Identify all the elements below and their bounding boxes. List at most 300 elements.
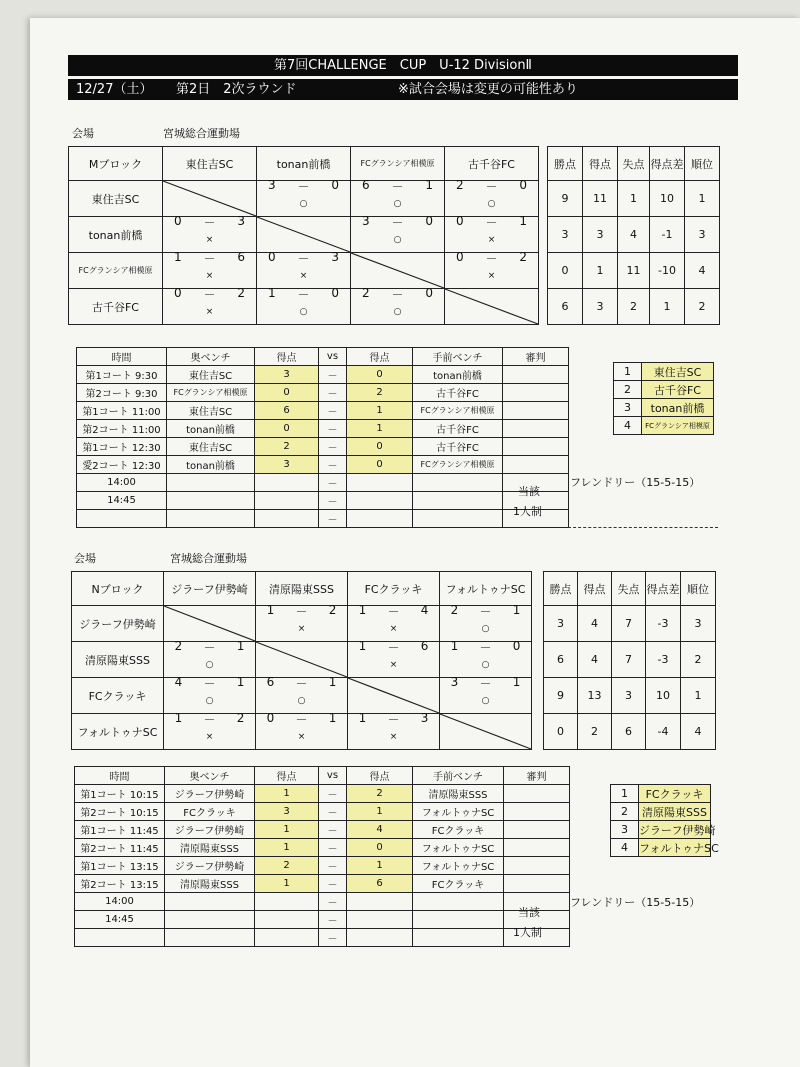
row-team: 清原陽東SSS	[72, 642, 164, 678]
back-score: 1	[255, 875, 319, 893]
diagonal-cell	[351, 253, 445, 289]
venue-name: 宮城総合運動場	[170, 552, 247, 565]
block-label: Mブロック	[69, 147, 163, 181]
spacer	[532, 714, 544, 750]
row-team: フォルトゥナSC	[72, 714, 164, 750]
stat-value: 3	[583, 289, 618, 325]
ranking-row	[611, 803, 711, 821]
score-sep: －	[391, 179, 404, 194]
schedule-row	[75, 785, 570, 803]
schedule-row	[75, 803, 570, 821]
back-bench-team	[167, 492, 255, 510]
score-sep: －	[203, 251, 216, 266]
front-score	[347, 911, 413, 929]
result-mark: ○	[487, 198, 496, 209]
score-against: 1	[328, 674, 337, 689]
stat-header: 失点	[612, 572, 646, 606]
score-sep: －	[391, 215, 404, 230]
result-mark: ×	[389, 659, 398, 670]
stat-value: 3	[583, 217, 618, 253]
schedule-row	[77, 438, 569, 456]
back-score: 1	[255, 785, 319, 803]
result-cell	[351, 213, 445, 253]
back-score	[255, 492, 319, 510]
schedule-header: 審判	[504, 767, 570, 785]
score-for: 1	[358, 638, 367, 653]
row-team: FCクラッキ	[72, 678, 164, 714]
score-sep: －	[479, 604, 492, 619]
back-score: 3	[255, 803, 319, 821]
vs-mark: －	[319, 911, 347, 929]
vs-mark: －	[319, 929, 347, 947]
score-for: 2	[450, 602, 459, 617]
back-bench-team	[165, 911, 255, 929]
col-team: ジラーフ伊勢崎	[164, 572, 256, 606]
stat-value: 6	[548, 289, 583, 325]
score-for: 0	[173, 213, 182, 228]
rank-team: FCグランシア相模原	[642, 417, 714, 435]
score-sep: －	[387, 640, 400, 655]
score-sep: －	[391, 287, 404, 302]
spacer	[532, 642, 544, 678]
score-sep: －	[203, 287, 216, 302]
referee	[504, 839, 570, 857]
round-label: 第2日 2次ラウンド	[176, 82, 297, 97]
referee	[504, 821, 570, 839]
result-mark: ○	[393, 306, 402, 317]
vs-mark: －	[319, 438, 347, 456]
stat-value: -4	[646, 714, 681, 750]
match-time: 第2コート 11:45	[75, 839, 165, 857]
schedule-row	[77, 384, 569, 402]
front-score: 0	[347, 438, 413, 456]
back-score: 0	[255, 384, 319, 402]
match-time: 14:45	[77, 492, 167, 510]
schedule-header: 手前ベンチ	[413, 767, 504, 785]
front-score: 4	[347, 821, 413, 839]
rank-number: 3	[611, 821, 639, 839]
rank-number: 1	[611, 785, 639, 803]
score-for: 0	[455, 249, 464, 264]
stat-value: 10	[646, 678, 681, 714]
result-mark: ○	[481, 623, 490, 634]
stat-value: 9	[544, 678, 578, 714]
stat-header: 順位	[681, 572, 716, 606]
result-cell	[440, 674, 532, 714]
front-score	[347, 474, 413, 492]
result-mark: ○	[205, 695, 214, 706]
schedule-row	[77, 492, 569, 510]
score-against: 0	[519, 177, 528, 192]
result-cell	[256, 674, 348, 714]
score-against: 1	[512, 602, 521, 617]
back-score	[255, 911, 319, 929]
score-for: 4	[174, 674, 183, 689]
score-for: 2	[174, 638, 183, 653]
score-against: 0	[512, 638, 521, 653]
result-cell	[256, 602, 348, 642]
front-bench-team: FCグランシア相模原	[413, 456, 503, 474]
score-sep: －	[295, 604, 308, 619]
back-score: 2	[255, 857, 319, 875]
score-against: 1	[512, 674, 521, 689]
schedule-table-m	[76, 347, 569, 528]
stat-value: -3	[646, 606, 681, 642]
row-team: 古千谷FC	[69, 289, 163, 325]
result-mark: ×	[297, 623, 306, 634]
schedule-header: vs	[319, 767, 347, 785]
note-line: 1人制	[513, 505, 542, 518]
stat-value: 2	[618, 289, 650, 325]
rank-team: FCクラッキ	[639, 785, 711, 803]
front-bench-team	[413, 474, 503, 492]
diagonal-cell	[348, 678, 440, 714]
front-score	[347, 929, 413, 947]
rank-team: 清原陽東SSS	[639, 803, 711, 821]
stat-value: 4	[578, 606, 612, 642]
stat-value: 3	[681, 606, 716, 642]
score-for: 1	[266, 602, 275, 617]
rank-team: tonan前橋	[642, 399, 714, 417]
referee	[504, 875, 570, 893]
stat-value: 1	[583, 253, 618, 289]
spacer	[532, 678, 544, 714]
back-score: 1	[255, 821, 319, 839]
front-bench-team	[413, 492, 503, 510]
result-cell	[163, 285, 257, 325]
diagonal-line	[257, 217, 350, 252]
score-for: 0	[266, 710, 275, 725]
stat-value: 4	[681, 714, 716, 750]
stat-value: 4	[578, 642, 612, 678]
score-against: 0	[331, 177, 340, 192]
date-bar	[68, 79, 738, 100]
diagonal-line	[445, 289, 538, 324]
front-score: 0	[347, 839, 413, 857]
referee	[504, 857, 570, 875]
league-row	[72, 606, 716, 642]
stat-value: 6	[544, 642, 578, 678]
score-for: 3	[267, 177, 276, 192]
score-for: 0	[267, 249, 276, 264]
result-mark: ×	[299, 270, 308, 281]
result-mark: ×	[205, 306, 214, 317]
schedule-header: vs	[319, 348, 347, 366]
match-time: 14:45	[75, 911, 165, 929]
referee	[503, 456, 569, 474]
score-sep: －	[297, 179, 310, 194]
diagonal-cell	[163, 181, 257, 217]
schedule-row	[77, 420, 569, 438]
back-bench-team: ジラーフ伊勢崎	[165, 785, 255, 803]
stat-value: 1	[685, 181, 720, 217]
back-score	[255, 929, 319, 947]
stat-value: 1	[618, 181, 650, 217]
result-cell	[351, 285, 445, 325]
front-score: 0	[347, 366, 413, 384]
score-sep: －	[295, 712, 308, 727]
referee	[503, 438, 569, 456]
back-score: 1	[255, 839, 319, 857]
row-team: 東住吉SC	[69, 181, 163, 217]
col-team: 清原陽東SSS	[256, 572, 348, 606]
stat-header: 勝点	[548, 147, 583, 181]
back-score: 6	[255, 402, 319, 420]
schedule-row	[77, 474, 569, 492]
league-table-m	[68, 146, 720, 325]
back-bench-team: 東住吉SC	[167, 438, 255, 456]
front-bench-team	[413, 510, 503, 528]
result-mark: ×	[205, 731, 214, 742]
row-team: tonan前橋	[69, 217, 163, 253]
score-for: 3	[450, 674, 459, 689]
front-score: 1	[347, 420, 413, 438]
score-for: 1	[358, 602, 367, 617]
diagonal-line	[164, 606, 255, 641]
venue-label: 会場	[72, 127, 94, 140]
stat-value: -10	[650, 253, 685, 289]
result-mark: ○	[205, 659, 214, 670]
front-bench-team: 古千谷FC	[413, 420, 503, 438]
schedule-table-n	[74, 766, 570, 947]
match-time: 第1コート 9:30	[77, 366, 167, 384]
stat-header: 失点	[618, 147, 650, 181]
score-against: 2	[237, 285, 246, 300]
result-mark: ○	[481, 659, 490, 670]
col-team: FCグランシア相模原	[351, 147, 445, 181]
match-time: 第2コート 9:30	[77, 384, 167, 402]
back-score: 3	[255, 366, 319, 384]
score-against: 6	[420, 638, 429, 653]
league-row	[72, 678, 716, 714]
stat-header: 順位	[685, 147, 720, 181]
referee	[504, 803, 570, 821]
back-score: 3	[255, 456, 319, 474]
rank-team: フォルトゥナSC	[639, 839, 711, 857]
score-for: 1	[173, 249, 182, 264]
result-cell	[257, 285, 351, 325]
vs-mark: －	[319, 366, 347, 384]
league-row	[69, 289, 720, 325]
result-cell	[164, 710, 256, 750]
back-bench-team: tonan前橋	[167, 420, 255, 438]
front-score: 1	[347, 803, 413, 821]
front-bench-team: フォルトゥナSC	[413, 839, 504, 857]
schedule-header: 奥ベンチ	[165, 767, 255, 785]
spacer	[539, 181, 548, 217]
stat-value: 7	[612, 606, 646, 642]
schedule-row	[77, 366, 569, 384]
stat-value: 9	[548, 181, 583, 217]
col-team: tonan前橋	[257, 147, 351, 181]
result-cell	[440, 602, 532, 642]
block-label: Nブロック	[72, 572, 164, 606]
note-line: 当該	[518, 485, 540, 498]
match-time: 第1コート 10:15	[75, 785, 165, 803]
spacer	[532, 572, 544, 606]
venue-label: 会場	[74, 552, 96, 565]
back-bench-team: tonan前橋	[167, 456, 255, 474]
schedule-header: 審判	[503, 348, 569, 366]
schedule-row	[75, 821, 570, 839]
schedule-row	[77, 456, 569, 474]
league-row	[69, 181, 720, 217]
back-bench-team: 東住吉SC	[167, 366, 255, 384]
result-cell	[445, 249, 539, 289]
stat-value: 3	[548, 217, 583, 253]
stat-value: 2	[685, 289, 720, 325]
schedule-row	[77, 402, 569, 420]
vs-mark: －	[319, 420, 347, 438]
score-against: 2	[328, 602, 337, 617]
result-mark: ○	[481, 695, 490, 706]
rank-number: 4	[611, 839, 639, 857]
score-against: 0	[425, 213, 434, 228]
ranking-row	[611, 785, 711, 803]
stat-value: -1	[650, 217, 685, 253]
front-bench-team: tonan前橋	[413, 366, 503, 384]
stat-header: 得点	[583, 147, 618, 181]
schedule-header: 得点	[347, 348, 413, 366]
score-sep: －	[387, 712, 400, 727]
result-cell	[348, 710, 440, 750]
match-time: 第1コート 13:15	[75, 857, 165, 875]
vs-mark: －	[319, 875, 347, 893]
league-row	[69, 253, 720, 289]
schedule-header: 時間	[77, 348, 167, 366]
score-for: 0	[173, 285, 182, 300]
match-time: 第1コート 11:00	[77, 402, 167, 420]
stat-value: 2	[578, 714, 612, 750]
front-bench-team	[413, 893, 504, 911]
spacer	[539, 217, 548, 253]
score-sep: －	[485, 179, 498, 194]
vs-mark: －	[319, 492, 347, 510]
result-cell	[445, 177, 539, 217]
result-cell	[163, 249, 257, 289]
diagonal-cell	[164, 606, 256, 642]
score-sep: －	[387, 604, 400, 619]
stat-value: 3	[685, 217, 720, 253]
back-bench-team: 清原陽東SSS	[165, 839, 255, 857]
back-bench-team: ジラーフ伊勢崎	[165, 857, 255, 875]
front-bench-team: 古千谷FC	[413, 384, 503, 402]
back-bench-team	[167, 474, 255, 492]
ranking-table-n	[610, 784, 719, 857]
schedule-row	[75, 911, 570, 929]
row-team: FCグランシア相模原	[69, 253, 163, 289]
rank-team: 東住吉SC	[642, 363, 714, 381]
ranking-row	[611, 839, 711, 857]
stat-value: 3	[612, 678, 646, 714]
stat-value: 0	[548, 253, 583, 289]
result-cell	[440, 638, 532, 678]
league-row	[69, 217, 720, 253]
front-bench-team: FCグランシア相模原	[413, 402, 503, 420]
score-against: 2	[236, 710, 245, 725]
col-team: 東住吉SC	[163, 147, 257, 181]
stat-value: 0	[544, 714, 578, 750]
result-mark: ○	[299, 198, 308, 209]
result-mark: ×	[297, 731, 306, 742]
front-bench-team	[413, 929, 504, 947]
result-cell	[163, 213, 257, 253]
front-bench-team	[413, 911, 504, 929]
score-for: 1	[174, 710, 183, 725]
ranking-row	[614, 363, 714, 381]
rank-number: 2	[614, 381, 642, 399]
score-sep: －	[297, 251, 310, 266]
result-mark: ×	[487, 270, 496, 281]
result-mark: ×	[205, 234, 214, 245]
rank-number: 2	[611, 803, 639, 821]
venue-notice: ※試合会場は変更の可能性あり	[398, 82, 578, 97]
score-sep: －	[479, 640, 492, 655]
ranking-row	[614, 417, 714, 435]
score-for: 3	[361, 213, 370, 228]
score-for: 1	[267, 285, 276, 300]
vs-mark: －	[319, 839, 347, 857]
schedule-row	[75, 857, 570, 875]
front-bench-team: FCクラッキ	[413, 821, 504, 839]
stat-value: 10	[650, 181, 685, 217]
back-bench-team	[165, 893, 255, 911]
score-against: 3	[331, 249, 340, 264]
result-cell	[257, 249, 351, 289]
front-score: 2	[347, 785, 413, 803]
vs-mark: －	[319, 456, 347, 474]
referee	[504, 785, 570, 803]
stat-value: 2	[681, 642, 716, 678]
result-mark: ×	[389, 731, 398, 742]
stat-value: 13	[578, 678, 612, 714]
league-row	[72, 642, 716, 678]
schedule-row	[75, 875, 570, 893]
front-score: 1	[347, 857, 413, 875]
match-time: 第1コート 11:45	[75, 821, 165, 839]
vs-mark: －	[319, 803, 347, 821]
back-bench-team: ジラーフ伊勢崎	[165, 821, 255, 839]
vs-mark: －	[319, 402, 347, 420]
diagonal-line	[440, 714, 531, 749]
score-sep: －	[297, 287, 310, 302]
score-for: 6	[266, 674, 275, 689]
score-against: 1	[425, 177, 434, 192]
back-score	[255, 474, 319, 492]
result-mark: ○	[393, 198, 402, 209]
score-sep: －	[485, 215, 498, 230]
score-sep: －	[203, 712, 216, 727]
score-against: 4	[420, 602, 429, 617]
score-for: 0	[455, 213, 464, 228]
back-score	[255, 510, 319, 528]
back-bench-team	[165, 929, 255, 947]
result-mark: ×	[487, 234, 496, 245]
venue-name: 宮城総合運動場	[163, 127, 240, 140]
rank-number: 4	[614, 417, 642, 435]
diagonal-line	[351, 253, 444, 288]
rank-team: ジラーフ伊勢崎	[639, 821, 711, 839]
row-team: ジラーフ伊勢崎	[72, 606, 164, 642]
result-cell	[348, 638, 440, 678]
schedule-header: 時間	[75, 767, 165, 785]
score-sep: －	[295, 676, 308, 691]
schedule-row	[75, 893, 570, 911]
score-against: 1	[328, 710, 337, 725]
schedule-header: 得点	[255, 767, 319, 785]
score-sep: －	[203, 215, 216, 230]
friendly-note: フレンドリー（15-5-15）	[570, 896, 701, 909]
